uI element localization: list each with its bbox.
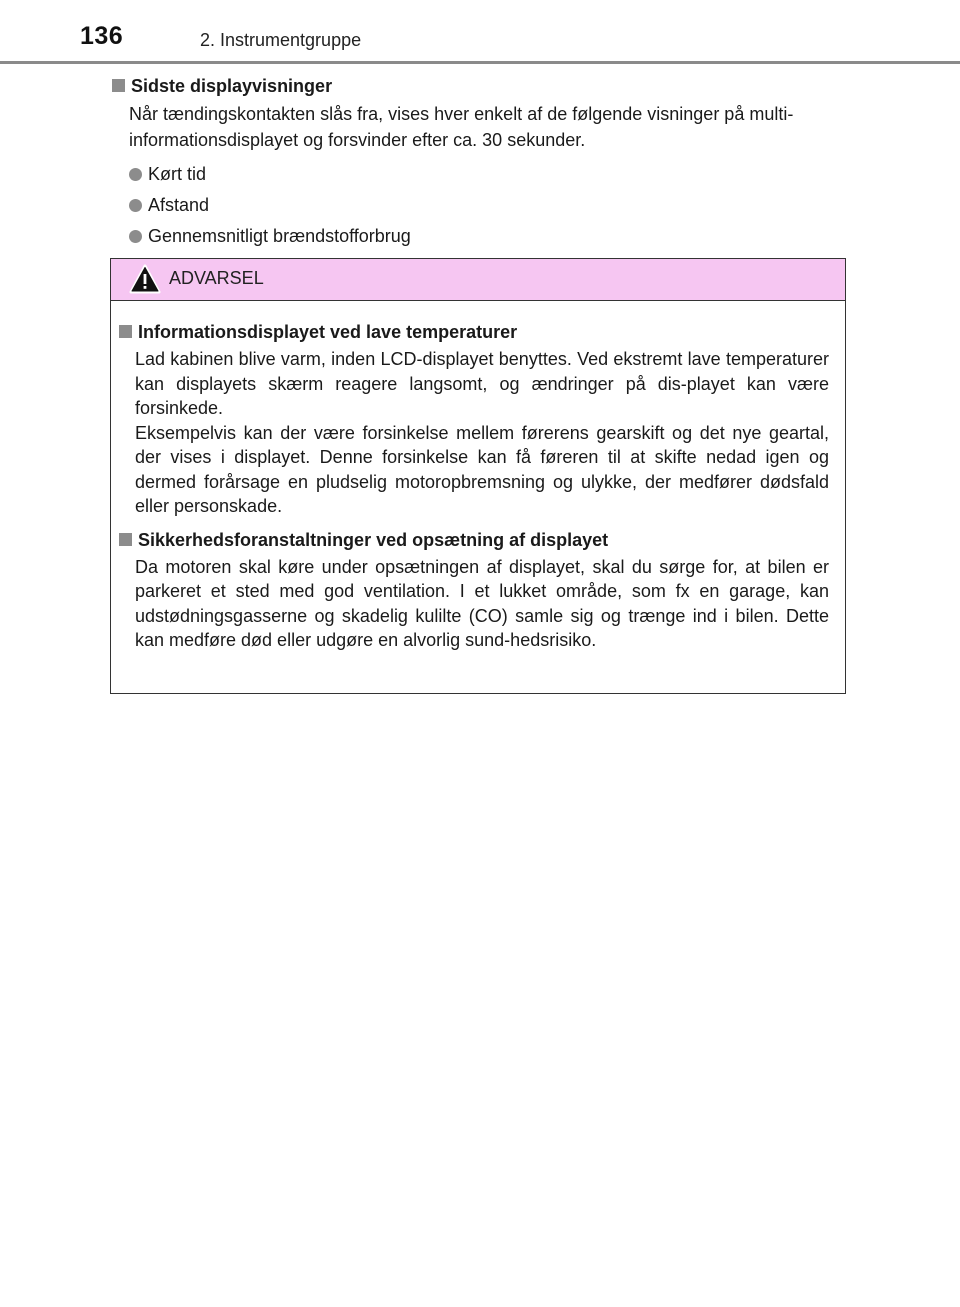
square-bullet-icon — [112, 79, 125, 92]
list-item — [129, 221, 852, 252]
section-last-displays — [112, 73, 852, 252]
list-item-text: Gennemsnitligt brændstofforbrug — [148, 226, 411, 246]
bullet-list — [129, 159, 852, 252]
chapter-title: 2. Instrumentgruppe — [200, 30, 362, 50]
section-heading — [112, 73, 852, 99]
warning-block-heading — [119, 319, 829, 345]
warning-paragraph: Eksempelvis kan der være forsinkelse mellem førerens gearskift og det nye geartal, der vises i displayet. Denne forsinkelse kan få føreren til at skifte nedad igen og dermed forårsage en pludselig motoropbremsning og ulykke, der medfører dødsfald eller personskade. — [135, 422, 829, 516]
warning-box — [110, 258, 846, 694]
section-heading-text: Sidste displayvisninger — [131, 76, 333, 96]
warning-content — [111, 301, 845, 653]
list-item-text: Afstand — [148, 195, 210, 215]
section-body: Når tændingskontakten slås fra, vises hver enkelt af de følgende visninger på multi-informationsdisplayet og forsvinder efter ca. 30 sekunder. — [129, 104, 794, 150]
warning-paragraph: Da motoren skal køre under opsætningen af displayet, skal du sørge for, at bilen er parkeret et sted med god ventilation. I et lukket område, som fx en garage, kan udstødningsgasserne og skadelig kulilte (CO) samle sig og trænge ind i bilen. Dette kan medføre død eller udgøre en alvorlig sund-hedsrisiko. — [135, 556, 829, 650]
warning-block-heading-text: Sikkerhedsforanstaltninger ved opsætning af displayet — [138, 529, 609, 550]
warning-block-setup-safety — [119, 527, 829, 653]
warning-paragraph: Lad kabinen blive varm, inden LCD-displayet benyttes. Ved ekstremt lave temperaturer kan displayets skærm reagere langsomt, og ændringer på dis-playet kan være forsinkede. — [135, 349, 829, 418]
list-item — [129, 190, 852, 221]
header-rule — [0, 61, 960, 64]
warning-title: ADVARSEL — [169, 268, 264, 288]
warning-block-heading-text: Informationsdisplayet ved lave temperaturer — [138, 322, 518, 342]
square-bullet-icon — [119, 533, 132, 546]
circle-bullet-icon — [129, 199, 142, 212]
warning-block-heading — [119, 527, 829, 553]
page-header — [0, 0, 960, 64]
circle-bullet-icon — [129, 168, 142, 181]
warning-triangle-icon — [129, 264, 161, 294]
square-bullet-icon — [119, 325, 132, 338]
page-number: 136 — [80, 22, 124, 50]
circle-bullet-icon — [129, 230, 142, 243]
list-item — [129, 159, 852, 190]
list-item-text: Kørt tid — [148, 164, 207, 184]
warning-header — [111, 259, 845, 301]
warning-block-low-temperature — [119, 319, 829, 519]
